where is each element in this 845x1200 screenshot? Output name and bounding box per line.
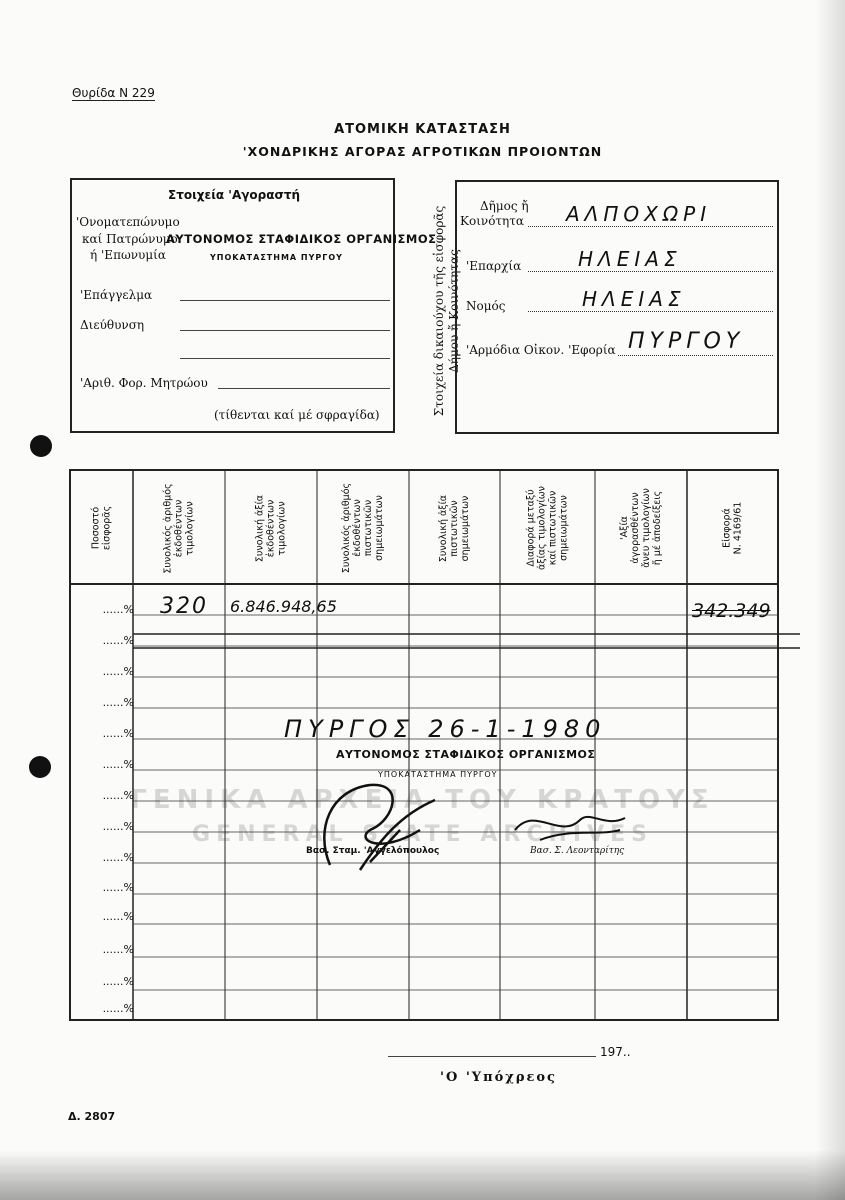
pct-marker-row-1: ......%: [102, 603, 134, 616]
pct-marker-row-13: ......%: [102, 975, 134, 988]
name-label-1: 'Ονοματεπώνυμο: [76, 215, 180, 229]
pct-marker-row-11: ......%: [102, 910, 134, 923]
header-percentage: Ποσοστό εἰσφορᾶς: [90, 505, 113, 551]
pct-marker-row-6: ......%: [102, 758, 134, 771]
header-difference: Διαφορά μεταξύ ἀξίας τιμολογίων καί πιστωτικῶν σημειωμάτων: [525, 486, 570, 570]
pct-marker-row-12: ......%: [102, 943, 134, 956]
contribution-value: 342.349: [692, 600, 771, 622]
buyer-footnote: (τίθενται καί μέ σφραγίδα): [214, 408, 380, 422]
right-edge-grain: [815, 0, 845, 1200]
community-value: ΑΛΠΟΧΩΡΙ: [566, 202, 712, 226]
form-title-2: 'ΧΟΝΔΡΙΚΗΣ ΑΓΟΡΑΣ ΑΓΡΟΤΙΚΩΝ ΠΡΟΙΟΝΤΩΝ: [242, 144, 603, 159]
community-label-2: Κοινότητα: [460, 214, 524, 228]
province-value: ΗΛΕΙΑΣ: [578, 247, 682, 271]
pct-marker-row-14: ......%: [102, 1002, 134, 1015]
pct-marker-row-9: ......%: [102, 851, 134, 864]
footer-year: 197..: [600, 1045, 631, 1059]
pct-marker-row-7: ......%: [102, 789, 134, 802]
header-invoice-value: Συνολική ἀξία ἐκδοθέντων τιμολογίων: [254, 494, 288, 562]
office-stamp-line-2: ΥΠΟΚΑΤΑΣΤΗΜΑ ΠΥΡΓΟΥ: [378, 770, 498, 779]
pct-marker-row-4: ......%: [102, 696, 134, 709]
name-label-2: καί Πατρώνυμο: [82, 232, 178, 246]
vertical-label-line-2: Δήμου ἤ Κοινότητας: [447, 249, 461, 373]
handwritten-signature-1: [310, 770, 450, 880]
header-credit-count: Συνολικός ἀριθμός ἐκδοθέντων πιστωτικῶν σημειωμάτων: [341, 482, 385, 574]
place-date-annotation: ΠΥΡΓΟΣ 26-1-1980: [284, 715, 607, 743]
taxoffice-label: 'Αρμόδια Οἰκον. 'Εφορία: [466, 343, 616, 357]
pct-marker-row-3: ......%: [102, 665, 134, 678]
office-stamp-line-1: ΑΥΤΟΝΟΜΟΣ ΣΤΑΦΙΔΙΚΟΣ ΟΡΓΑΝΙΣΜΟΣ: [336, 748, 596, 761]
header-contribution: Εἰσφορά Ν. 4169/61: [721, 501, 744, 555]
bottom-edge-grain: [0, 1150, 845, 1200]
date-line: [388, 1056, 596, 1057]
prefecture-label: Νομός: [466, 299, 506, 313]
pct-marker-row-5: ......%: [102, 727, 134, 740]
taxoffice-value: ΠΥΡΓΟΥ: [628, 329, 745, 354]
profession-label: 'Επάγγελμα: [80, 288, 153, 302]
header-no-invoice-value: 'Αξία ἀγορασθέντων ἄνευ τιμολογίων ἤ μέ ἀποδείξεις: [619, 488, 663, 568]
pct-marker-row-8: ......%: [102, 820, 134, 833]
taxreg-label: 'Αριθ. Φορ. Μητρώου: [80, 376, 208, 390]
form-title-1: ΑΤΟΜΙΚΗ ΚΑΤΑΣΤΑΣΗ: [334, 122, 511, 137]
name-label-3: ή 'Επωνυμία: [90, 248, 166, 262]
archive-watermark-line-1: ΓΕΝΙΚΑ ΑΡΧΕΙΑ ΤΟΥ ΚΡΑΤΟΥΣ: [130, 785, 715, 815]
invoice-value-value: 6.846.948,65: [230, 597, 337, 616]
pct-marker-row-2: ......%: [102, 634, 134, 647]
archive-reference: Θυρίδα Ν 229: [72, 86, 155, 100]
buyer-heading: Στοιχεία 'Αγοραστή: [168, 188, 301, 202]
buyer-stamp-line-2: ΥΠΟΚΑΤΑΣΤΗΜΑ ΠΥΡΓΟΥ: [210, 253, 343, 262]
buyer-stamp-line-1: ΑΥΤΟΝΟΜΟΣ ΣΤΑΦΙΔΙΚΟΣ ΟΡΓΑΝΙΣΜΟΣ: [166, 232, 437, 246]
vertical-label-line-1: Στοιχεία δικαιούχου τῆς εἰσφορᾶς: [432, 205, 446, 417]
form-code: Δ. 2807: [68, 1110, 116, 1123]
invoice-count-value: 320: [160, 594, 208, 619]
obligor-label: 'Ο 'Υπόχρεος: [440, 1070, 557, 1085]
pct-marker-row-10: ......%: [102, 881, 134, 894]
archive-watermark-line-2: GENERAL STATE ARCHIVES: [192, 822, 653, 847]
prefecture-value: ΗΛΕΙΑΣ: [582, 287, 686, 311]
province-label: 'Επαρχία: [466, 259, 522, 273]
signatory-2: Βασ. Σ. Λεονταρίτης: [530, 846, 625, 856]
handwritten-signature-2: [510, 800, 630, 850]
header-invoice-count: Συνολικός ἀριθμός ἐκδοθέντων τιμολογίων: [162, 482, 196, 574]
signatory-1: Βασ. Σταμ. 'Αγγελόπουλος: [306, 846, 440, 856]
community-label-1: Δῆμος ἤ: [480, 199, 529, 213]
address-label: Διεύθυνση: [80, 318, 145, 332]
header-credit-value: Συνολική ἀξία πιστωτικῶν σημειωμάτων: [438, 494, 471, 562]
